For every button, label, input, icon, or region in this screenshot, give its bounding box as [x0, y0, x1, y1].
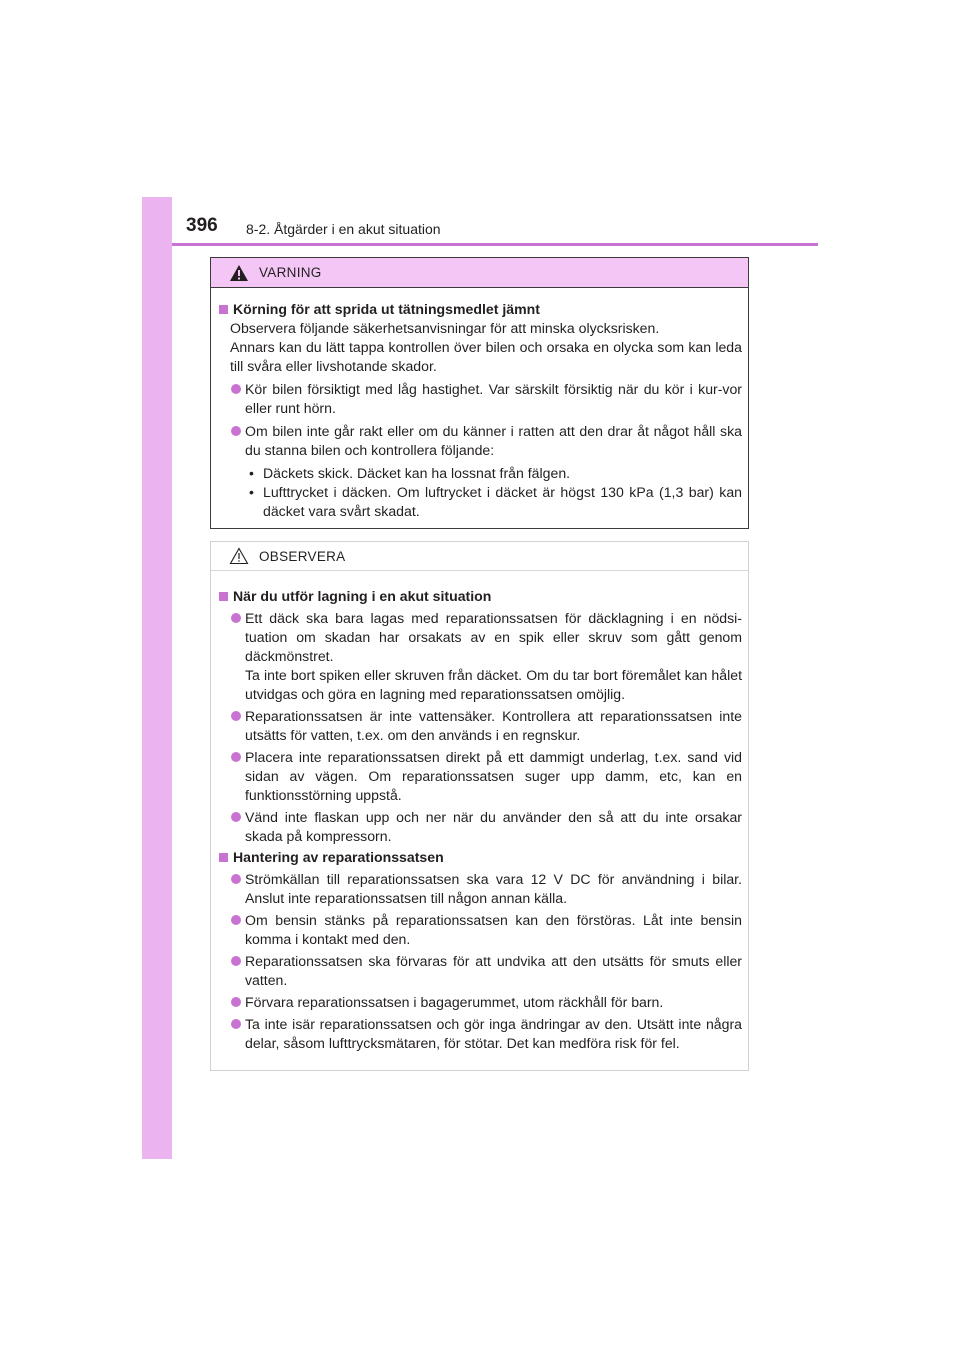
list-item: Kör bilen försiktigt med låg hastighet. Var särskilt försiktig när du kör i kur-vor eller runt hörn.	[218, 380, 742, 418]
header-rule	[172, 243, 818, 246]
list-item: Reparationssatsen ska förvaras för att undvika att den utsätts för smuts eller vatten.	[218, 952, 742, 990]
circle-bullet-icon	[231, 956, 241, 966]
list-item: Placera inte reparationssatsen direkt på ett dammigt underlag, t.ex. sand vid sidan av vägen. Om reparationssatsen suger upp damm, etc, kan en funktionsstörning uppstå.	[218, 748, 742, 805]
list-item: Reparationssatsen är inte vattensäker. Kontrollera att reparationssatsen inte utsätts för vatten, t.ex. om den används i en regnskur.	[218, 707, 742, 745]
circle-bullet-icon	[231, 384, 241, 394]
side-tab-band	[142, 197, 172, 1159]
sub-list	[218, 464, 742, 521]
circle-bullet-icon	[231, 915, 241, 925]
circle-bullet-icon	[231, 752, 241, 762]
section-title: 8-2. Åtgärder i en akut situation	[246, 221, 441, 237]
circle-bullet-icon	[231, 711, 241, 721]
notice-label: OBSERVERA	[259, 548, 346, 564]
warning-header	[211, 258, 748, 288]
warning-triangle-outline-icon	[229, 547, 249, 565]
list-item: Om bilen inte går rakt eller om du känner i ratten att den drar åt något håll ska du stanna bilen och kontrollera följande:	[218, 422, 742, 460]
warning-intro: Observera följande säkerhetsanvisningar för att minska olycksrisken. Annars kan du lätt tappa kontrollen över bilen och orsaka en olycka som kan leda till svåra eller livshotande skador.	[230, 320, 742, 374]
warning-triangle-filled-icon	[229, 264, 249, 282]
list-item: Om bensin stänks på reparationssatsen kan den förstöras. Låt inte bensin komma i kontakt med den.	[218, 911, 742, 949]
circle-bullet-icon	[231, 613, 241, 623]
circle-bullet-icon	[231, 997, 241, 1007]
notice-body	[211, 571, 748, 1053]
notice-box	[210, 541, 749, 1071]
list-item: Ta inte isär reparationssatsen och gör inga ändringar av den. Utsätt inte några delar, såsom lufttrycksmätaren, för stötar. Det kan medföra risk för fel.	[218, 1015, 742, 1053]
notice-header	[211, 542, 748, 571]
list-item: Vänd inte flaskan upp och ner när du använder den så att du inte orsakar skada på kompressorn.	[218, 808, 742, 846]
warning-label: VARNING	[259, 265, 322, 280]
circle-bullet-icon	[231, 426, 241, 436]
sub-list-item: • Lufttrycket i däcken. Om luftrycket i däcket är högst 130 kPa (1,3 bar) kan däcket vara svårt skadat.	[249, 484, 742, 519]
square-bullet-icon	[219, 305, 228, 314]
list-item: Förvara reparationssatsen i bagagerummet, utom räckhåll för barn.	[218, 993, 742, 1012]
circle-bullet-icon	[231, 874, 241, 884]
notice-section-heading: Hantering av reparationssatsen	[218, 848, 742, 867]
warning-section-heading: Körning för att sprida ut tätningsmedlet jämnt	[218, 300, 742, 319]
circle-bullet-icon	[231, 1019, 241, 1029]
square-bullet-icon	[219, 853, 228, 862]
warning-body	[211, 288, 748, 521]
sub-list-item: • Däckets skick. Däcket kan ha lossnat från fälgen.	[249, 465, 571, 481]
square-bullet-icon	[219, 592, 228, 601]
page-number: 396	[186, 215, 218, 236]
notice-section-heading: När du utför lagning i en akut situation	[218, 587, 742, 606]
list-item: Strömkällan till reparationssatsen ska vara 12 V DC för användning i bilar. Anslut inte reparationssatsen till någon annan källa.	[218, 870, 742, 908]
circle-bullet-icon	[231, 812, 241, 822]
list-item: Ett däck ska bara lagas med reparationssatsen för däcklagning i en nödsi-tuation om skadan har orsakats av en spik eller skruv som gått genom däckmönstret. Ta inte bort spiken eller skruven från däcket. Om du tar bort föremålet kan hålet utvidgas och göra en lagning med reparationssatsen omöjlig.	[218, 609, 742, 704]
warning-box	[210, 257, 749, 529]
